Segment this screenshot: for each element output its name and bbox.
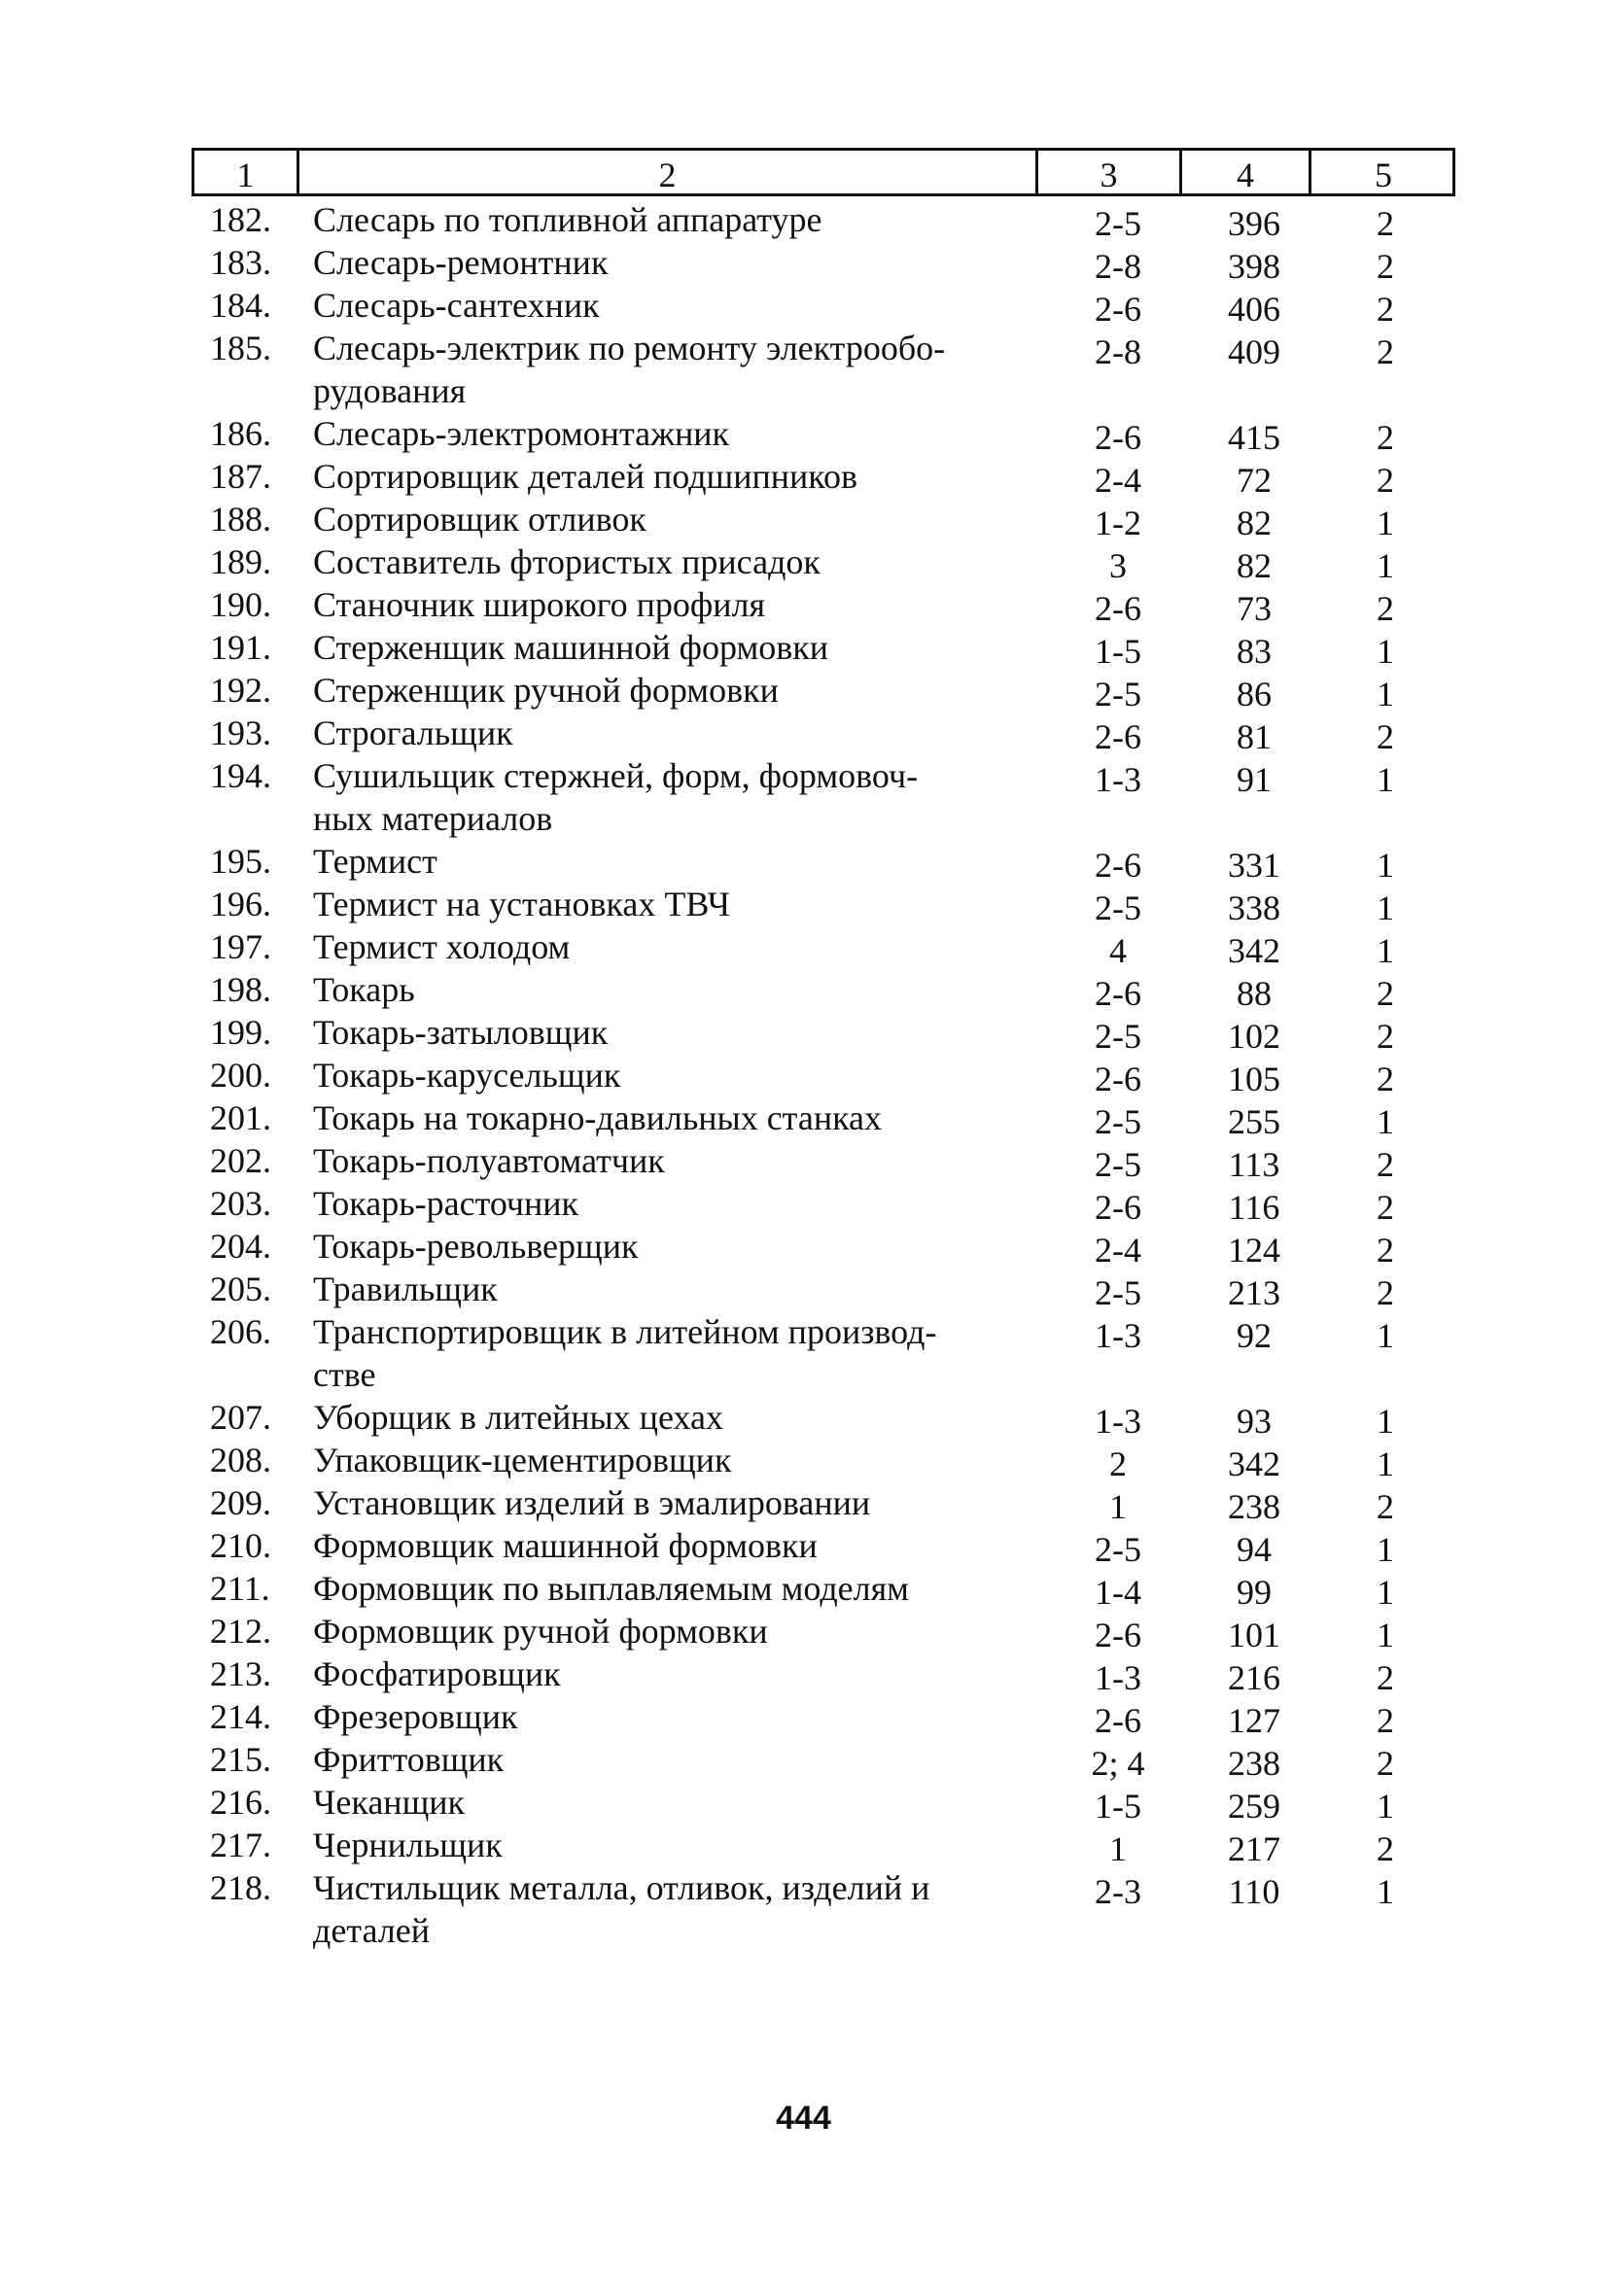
table-row bbox=[0, 1695, 1607, 1738]
profession-name-line: Термист на установках ТВЧ bbox=[313, 885, 730, 923]
table-row bbox=[0, 455, 1607, 498]
row-number: 195. bbox=[210, 842, 271, 881]
category-value: 2 bbox=[1377, 332, 1394, 371]
profession-name-line: Слесарь по топливной аппаратуре bbox=[313, 200, 822, 239]
grade-range: 2-6 bbox=[1095, 1060, 1141, 1098]
profession-name bbox=[313, 1439, 1013, 1481]
table-row bbox=[0, 1481, 1607, 1524]
grade-range: 2-6 bbox=[1095, 418, 1141, 457]
row-number: 186. bbox=[210, 414, 271, 453]
profession-name bbox=[313, 1738, 1013, 1781]
category-value: 1 bbox=[1377, 1573, 1394, 1612]
grade-range: 2-6 bbox=[1095, 589, 1141, 628]
row-number: 204. bbox=[210, 1227, 271, 1266]
row-number: 206. bbox=[210, 1312, 271, 1351]
row-number: 190. bbox=[210, 585, 271, 624]
profession-name bbox=[313, 1481, 1013, 1524]
reference-page: 396 bbox=[1228, 204, 1280, 243]
reference-page: 259 bbox=[1228, 1787, 1280, 1826]
profession-name-line: Транспортировщик в литейном производ- bbox=[313, 1312, 937, 1351]
table-row bbox=[0, 1652, 1607, 1695]
category-value: 1 bbox=[1377, 1530, 1394, 1569]
row-number: 215. bbox=[210, 1740, 271, 1779]
table-row bbox=[0, 754, 1607, 840]
category-value: 2 bbox=[1377, 1145, 1394, 1184]
grade-range: 2-5 bbox=[1095, 1102, 1141, 1141]
profession-name bbox=[313, 1054, 1013, 1096]
profession-name bbox=[313, 1011, 1013, 1054]
profession-name-line: Формовщик по выплавляемым моделям bbox=[313, 1569, 909, 1608]
category-value: 2 bbox=[1377, 1658, 1394, 1697]
table-row bbox=[0, 583, 1607, 626]
profession-name bbox=[313, 412, 1013, 455]
profession-name-line: Уборщик в литейных цехах bbox=[313, 1398, 723, 1437]
category-value: 1 bbox=[1377, 1444, 1394, 1483]
reference-page: 116 bbox=[1228, 1188, 1280, 1227]
reference-page: 113 bbox=[1228, 1145, 1280, 1184]
reference-page: 91 bbox=[1237, 760, 1272, 799]
profession-name bbox=[313, 1866, 1013, 1952]
profession-name-line: Составитель фтористых присадок bbox=[313, 542, 821, 581]
table-row bbox=[0, 241, 1607, 284]
category-value: 2 bbox=[1377, 1487, 1394, 1526]
profession-name-line: стве bbox=[313, 1355, 376, 1394]
table-row bbox=[0, 540, 1607, 583]
table-row bbox=[0, 198, 1607, 241]
profession-name-line: Токарь на токарно-давильных станках bbox=[313, 1098, 883, 1137]
row-number: 205. bbox=[210, 1270, 271, 1308]
reference-page: 94 bbox=[1237, 1530, 1272, 1569]
profession-name bbox=[313, 455, 1013, 498]
category-value: 2 bbox=[1377, 290, 1394, 329]
reference-page: 82 bbox=[1237, 504, 1272, 542]
table-row bbox=[0, 1781, 1607, 1824]
profession-name bbox=[313, 327, 1013, 412]
profession-name-line: Строгальщик bbox=[313, 713, 513, 752]
row-number: 189. bbox=[210, 542, 271, 581]
grade-range: 2-5 bbox=[1095, 204, 1141, 243]
reference-page: 342 bbox=[1228, 931, 1280, 970]
row-number: 211. bbox=[210, 1569, 270, 1608]
category-value: 1 bbox=[1377, 1102, 1394, 1141]
grade-range: 1-5 bbox=[1095, 1787, 1141, 1826]
profession-name-line: Токарь-карусельщик bbox=[313, 1056, 621, 1095]
reference-page: 92 bbox=[1237, 1316, 1272, 1355]
reference-page: 110 bbox=[1228, 1872, 1280, 1911]
reference-page: 255 bbox=[1228, 1102, 1280, 1141]
profession-name-line: Травильщик bbox=[313, 1270, 498, 1308]
category-value: 1 bbox=[1377, 888, 1394, 927]
table-row bbox=[0, 1011, 1607, 1054]
profession-name-line: деталей bbox=[313, 1911, 430, 1950]
row-number: 200. bbox=[210, 1056, 271, 1095]
profession-name-line: Фосфатировщик bbox=[313, 1654, 561, 1693]
table-row bbox=[0, 1054, 1607, 1096]
row-number: 216. bbox=[210, 1783, 271, 1822]
table-row bbox=[0, 1610, 1607, 1652]
profession-name bbox=[313, 583, 1013, 626]
reference-page: 124 bbox=[1228, 1231, 1280, 1270]
reference-page: 83 bbox=[1237, 632, 1272, 671]
row-number: 207. bbox=[210, 1398, 271, 1437]
profession-name bbox=[313, 1524, 1013, 1567]
page-number: 444 bbox=[776, 2100, 831, 2137]
row-number: 187. bbox=[210, 457, 271, 496]
grade-range: 2-6 bbox=[1095, 1188, 1141, 1227]
profession-name bbox=[313, 1139, 1013, 1182]
reference-page: 72 bbox=[1237, 461, 1272, 500]
grade-range: 1-2 bbox=[1095, 504, 1141, 542]
reference-page: 398 bbox=[1228, 247, 1280, 286]
profession-name-line: рудования bbox=[313, 371, 467, 410]
profession-name bbox=[313, 198, 1013, 241]
grade-range: 2-6 bbox=[1095, 974, 1141, 1013]
table-row bbox=[0, 327, 1607, 412]
profession-name bbox=[313, 712, 1013, 754]
profession-name-line: Чеканщик bbox=[313, 1783, 466, 1822]
grade-range: 2-4 bbox=[1095, 461, 1141, 500]
grade-range: 1 bbox=[1109, 1829, 1127, 1868]
row-number: 184. bbox=[210, 286, 271, 325]
reference-page: 82 bbox=[1237, 546, 1272, 585]
profession-name-line: Фрезеровщик bbox=[313, 1697, 518, 1736]
category-value: 1 bbox=[1377, 1316, 1394, 1355]
table-row bbox=[0, 1738, 1607, 1781]
profession-name bbox=[313, 669, 1013, 712]
row-number: 183. bbox=[210, 243, 271, 282]
header-col-1: 1 bbox=[194, 151, 299, 193]
profession-name bbox=[313, 284, 1013, 327]
category-value: 1 bbox=[1377, 760, 1394, 799]
row-number: 199. bbox=[210, 1013, 271, 1052]
table-row bbox=[0, 1225, 1607, 1268]
category-value: 1 bbox=[1377, 1787, 1394, 1826]
grade-range: 3 bbox=[1109, 546, 1127, 585]
profession-name bbox=[313, 883, 1013, 925]
profession-name bbox=[313, 1824, 1013, 1866]
table-row bbox=[0, 412, 1607, 455]
category-value: 1 bbox=[1377, 846, 1394, 885]
table-row bbox=[0, 840, 1607, 883]
profession-name-line: Чистильщик металла, отливок, изделий и bbox=[313, 1868, 930, 1907]
header-col-5: 5 bbox=[1375, 156, 1392, 194]
profession-name-line: Формовщик машинной формовки bbox=[313, 1526, 818, 1565]
grade-range: 2-5 bbox=[1095, 675, 1141, 713]
category-value: 1 bbox=[1377, 1402, 1394, 1441]
profession-name-line: Стерженщик машинной формовки bbox=[313, 628, 828, 667]
grade-range: 2-5 bbox=[1095, 1145, 1141, 1184]
profession-name bbox=[313, 241, 1013, 284]
profession-name bbox=[313, 1225, 1013, 1268]
table-body bbox=[0, 198, 1607, 1952]
profession-name-line: Токарь-затыловщик bbox=[313, 1013, 609, 1052]
profession-name-line: Стерженщик ручной формовки bbox=[313, 671, 779, 710]
row-number: 210. bbox=[210, 1526, 271, 1565]
reference-page: 102 bbox=[1228, 1017, 1280, 1056]
reference-page: 105 bbox=[1228, 1060, 1280, 1098]
category-value: 1 bbox=[1377, 546, 1394, 585]
grade-range: 4 bbox=[1109, 931, 1127, 970]
profession-name-line: Токарь-расточник bbox=[313, 1184, 579, 1223]
profession-name bbox=[313, 1567, 1013, 1610]
row-number: 212. bbox=[210, 1612, 271, 1651]
reference-page: 213 bbox=[1228, 1273, 1280, 1312]
profession-name bbox=[313, 1781, 1013, 1824]
table-row bbox=[0, 1866, 1607, 1952]
category-value: 1 bbox=[1377, 931, 1394, 970]
reference-page: 101 bbox=[1228, 1616, 1280, 1654]
profession-name-line: Сушильщик стержней, форм, формовоч- bbox=[313, 756, 919, 795]
row-number: 202. bbox=[210, 1141, 271, 1180]
category-value: 2 bbox=[1377, 1744, 1394, 1783]
category-value: 2 bbox=[1377, 589, 1394, 628]
grade-range: 2-5 bbox=[1095, 1530, 1141, 1569]
grade-range: 1-3 bbox=[1095, 760, 1141, 799]
reference-page: 81 bbox=[1237, 717, 1272, 756]
table-row bbox=[0, 1182, 1607, 1225]
row-number: 218. bbox=[210, 1868, 271, 1907]
profession-name bbox=[313, 968, 1013, 1011]
profession-name-line: Слесарь-сантехник bbox=[313, 286, 600, 325]
profession-name-line: Формовщик ручной формовки bbox=[313, 1612, 768, 1651]
profession-name bbox=[313, 840, 1013, 883]
grade-range: 2-3 bbox=[1095, 1872, 1141, 1911]
grade-range: 2-5 bbox=[1095, 888, 1141, 927]
reference-page: 342 bbox=[1228, 1444, 1280, 1483]
profession-name-line: Станочник широкого профиля bbox=[313, 585, 766, 624]
grade-range: 2; 4 bbox=[1091, 1744, 1145, 1783]
profession-name-line: Токарь bbox=[313, 970, 415, 1009]
row-number: 194. bbox=[210, 756, 271, 795]
category-value: 2 bbox=[1377, 974, 1394, 1013]
category-value: 2 bbox=[1377, 418, 1394, 457]
profession-name bbox=[313, 1396, 1013, 1439]
row-number: 192. bbox=[210, 671, 271, 710]
grade-range: 1-3 bbox=[1095, 1402, 1141, 1441]
row-number: 185. bbox=[210, 329, 271, 367]
grade-range: 1 bbox=[1109, 1487, 1127, 1526]
row-number: 201. bbox=[210, 1098, 271, 1137]
profession-name bbox=[313, 626, 1013, 669]
grade-range: 2-6 bbox=[1095, 717, 1141, 756]
profession-name-line: Установщик изделий в эмалировании bbox=[313, 1483, 871, 1522]
category-value: 2 bbox=[1377, 1273, 1394, 1312]
grade-range: 2 bbox=[1109, 1444, 1127, 1483]
table-row bbox=[0, 1824, 1607, 1866]
reference-page: 216 bbox=[1228, 1658, 1280, 1697]
profession-name-line: Термист холодом bbox=[313, 927, 571, 966]
reference-page: 127 bbox=[1228, 1701, 1280, 1740]
table-row bbox=[0, 712, 1607, 754]
table-row bbox=[0, 883, 1607, 925]
table-row bbox=[0, 1396, 1607, 1439]
category-value: 2 bbox=[1377, 717, 1394, 756]
reference-page: 93 bbox=[1237, 1402, 1272, 1441]
profession-name bbox=[313, 1610, 1013, 1652]
profession-name bbox=[313, 498, 1013, 540]
header-col-2: 2 bbox=[299, 151, 1038, 193]
profession-name-line: Слесарь-ремонтник bbox=[313, 243, 609, 282]
category-value: 2 bbox=[1377, 1829, 1394, 1868]
profession-name bbox=[313, 754, 1013, 840]
reference-page: 99 bbox=[1237, 1573, 1272, 1612]
profession-name bbox=[313, 925, 1013, 968]
category-value: 2 bbox=[1377, 1701, 1394, 1740]
header-col-4: 4 bbox=[1182, 151, 1311, 193]
category-value: 2 bbox=[1377, 1188, 1394, 1227]
profession-name-line: Сортировщик отливок bbox=[313, 500, 646, 539]
row-number: 209. bbox=[210, 1483, 271, 1522]
grade-range: 2-6 bbox=[1095, 290, 1141, 329]
profession-name bbox=[313, 540, 1013, 583]
row-number: 182. bbox=[210, 200, 271, 239]
row-number: 197. bbox=[210, 927, 271, 966]
table-row bbox=[0, 498, 1607, 540]
profession-name-line: Токарь-полуавтоматчик bbox=[313, 1141, 665, 1180]
profession-name bbox=[313, 1652, 1013, 1695]
table-row bbox=[0, 1439, 1607, 1481]
reference-page: 415 bbox=[1228, 418, 1280, 457]
grade-range: 2-8 bbox=[1095, 332, 1141, 371]
category-value: 2 bbox=[1377, 204, 1394, 243]
category-value: 2 bbox=[1377, 1017, 1394, 1056]
grade-range: 2-5 bbox=[1095, 1017, 1141, 1056]
reference-page: 238 bbox=[1228, 1744, 1280, 1783]
table-row bbox=[0, 1310, 1607, 1396]
grade-range: 1-3 bbox=[1095, 1658, 1141, 1697]
category-value: 1 bbox=[1377, 632, 1394, 671]
profession-name bbox=[313, 1695, 1013, 1738]
category-value: 1 bbox=[1377, 1616, 1394, 1654]
profession-name-line: Слесарь-электрик по ремонту электрообо- bbox=[313, 329, 946, 367]
grade-range: 2-6 bbox=[1095, 846, 1141, 885]
grade-range: 1-5 bbox=[1095, 632, 1141, 671]
table-row bbox=[0, 968, 1607, 1011]
profession-name-line: Чернильщик bbox=[313, 1826, 503, 1864]
row-number: 213. bbox=[210, 1654, 271, 1693]
table-row bbox=[0, 1096, 1607, 1139]
table-row bbox=[0, 626, 1607, 669]
grade-range: 2-6 bbox=[1095, 1701, 1141, 1740]
row-number: 203. bbox=[210, 1184, 271, 1223]
header-col-3: 3 bbox=[1038, 151, 1182, 193]
profession-name bbox=[313, 1096, 1013, 1139]
table-row bbox=[0, 1139, 1607, 1182]
reference-page: 331 bbox=[1228, 846, 1280, 885]
category-value: 2 bbox=[1377, 461, 1394, 500]
reference-page: 338 bbox=[1228, 888, 1280, 927]
table-row bbox=[0, 925, 1607, 968]
row-number: 214. bbox=[210, 1697, 271, 1736]
category-value: 1 bbox=[1377, 504, 1394, 542]
reference-page: 409 bbox=[1228, 332, 1280, 371]
row-number: 208. bbox=[210, 1441, 271, 1479]
table-row bbox=[0, 1524, 1607, 1567]
profession-name-line: Токарь-револьверщик bbox=[313, 1227, 639, 1266]
grade-range: 2-4 bbox=[1095, 1231, 1141, 1270]
profession-name bbox=[313, 1182, 1013, 1225]
category-value: 2 bbox=[1377, 1060, 1394, 1098]
row-number: 193. bbox=[210, 713, 271, 752]
profession-name-line: Упаковщик-цементировщик bbox=[313, 1441, 732, 1479]
reference-page: 88 bbox=[1237, 974, 1272, 1013]
profession-name-line: Слесарь-электромонтажник bbox=[313, 414, 729, 453]
row-number: 217. bbox=[210, 1826, 271, 1864]
table-row bbox=[0, 669, 1607, 712]
grade-range: 1-3 bbox=[1095, 1316, 1141, 1355]
profession-name-line: Сортировщик деталей подшипников bbox=[313, 457, 857, 496]
row-number: 198. bbox=[210, 970, 271, 1009]
reference-page: 86 bbox=[1237, 675, 1272, 713]
category-value: 2 bbox=[1377, 1231, 1394, 1270]
grade-range: 2-6 bbox=[1095, 1616, 1141, 1654]
table-header bbox=[192, 148, 1455, 196]
reference-page: 406 bbox=[1228, 290, 1280, 329]
reference-page: 217 bbox=[1228, 1829, 1280, 1868]
table-row bbox=[0, 1268, 1607, 1310]
reference-page: 73 bbox=[1237, 589, 1272, 628]
table-row bbox=[0, 1567, 1607, 1610]
category-value: 1 bbox=[1377, 675, 1394, 713]
profession-name bbox=[313, 1268, 1013, 1310]
profession-name bbox=[313, 1310, 1013, 1396]
profession-name-line: ных материалов bbox=[313, 799, 553, 838]
grade-range: 2-8 bbox=[1095, 247, 1141, 286]
table-row bbox=[0, 284, 1607, 327]
profession-name-line: Термист bbox=[313, 842, 437, 881]
category-value: 1 bbox=[1377, 1872, 1394, 1911]
grade-range: 1-4 bbox=[1095, 1573, 1141, 1612]
category-value: 2 bbox=[1377, 247, 1394, 286]
reference-page: 238 bbox=[1228, 1487, 1280, 1526]
row-number: 188. bbox=[210, 500, 271, 539]
profession-name-line: Фриттовщик bbox=[313, 1740, 505, 1779]
grade-range: 2-5 bbox=[1095, 1273, 1141, 1312]
row-number: 196. bbox=[210, 885, 271, 923]
row-number: 191. bbox=[210, 628, 271, 667]
